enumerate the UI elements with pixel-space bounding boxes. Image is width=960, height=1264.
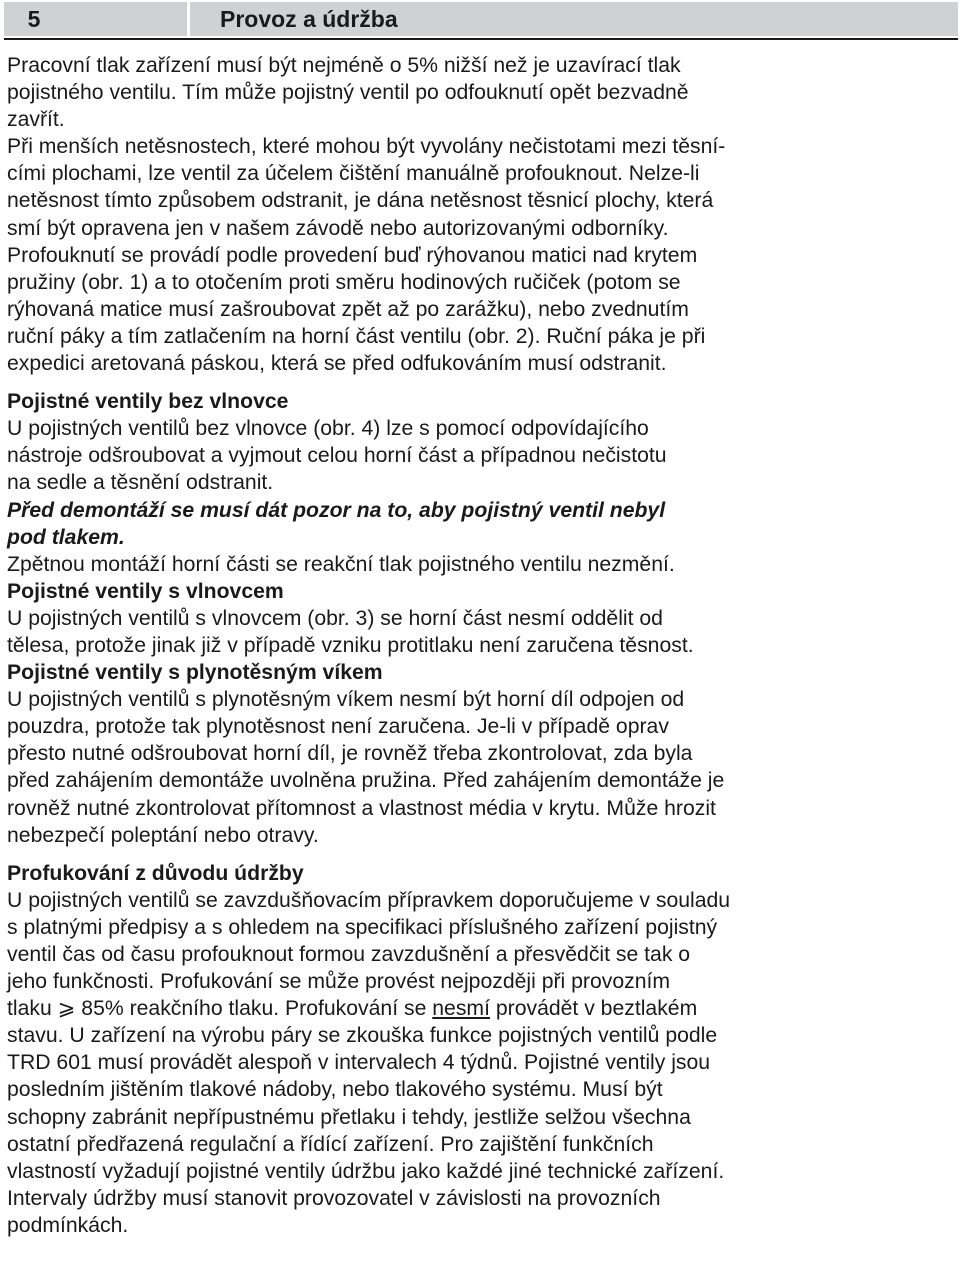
text-line: schopny zabránit nepřípustnému přetlaku i tehdy, jestliže selžou všechna [7,1105,691,1129]
text-line: netěsnost tímto způsobem odstranit, je dána netěsnost těsnicí plochy, která [7,189,714,213]
subsection-heading: Pojistné ventily s vlnovcem [7,579,284,603]
text-line: ostatní předřazená regulační a řídící zařízení. Pro zajištění funkčních [7,1132,654,1156]
text-line [7,995,955,1022]
text-fragment: tlaku ⩾ 85% reakčního tlaku. Profukování se [7,997,433,1021]
section-gap [7,377,955,388]
text-line: pružiny (obr. 1) a to otočením proti směru hodinových ručiček (potom se [7,270,681,294]
text-line: nebezpečí poleptání nebo otravy. [7,823,319,847]
section-gap [7,849,955,860]
text-line: Profouknutí se provádí podle provedení buď rýhovanou matici nad krytem [7,243,698,267]
text-line: podmínkách. [7,1213,129,1237]
text-line: cími plochami, lze ventil za účelem čištění manuálně profouknout. Nelze-li [7,162,700,186]
subsection-heading: Pojistné ventily bez vlnovce [7,390,289,414]
text-line: Intervaly údržby musí stanovit provozovatel v závislosti na provozních [7,1186,661,1210]
header-divider [187,2,190,36]
text-line: před zahájením demontáže uvolněna pružina. Před zahájením demontáže je [7,769,725,793]
section-title: Provoz a údržba [220,6,398,32]
text-line: nástroje odšroubovat a vyjmout celou horní část a případnou nečistotu [7,444,667,468]
text-line: vlastností vyžadují pojistné ventily údržbu jako každé jiné technické zařízení. [7,1159,725,1183]
subsection-heading: Pojistné ventily s plynotěsným víkem [7,661,383,685]
text-line: pouzdra, protože tak plynotěsnost není zaručena. Je-li v případě oprav [7,715,669,739]
text-line: jeho funkčnosti. Profukování se může provést nejpozději při provozním [7,970,671,994]
text-line: přesto nutné odšroubovat horní díl, je rovněž třeba zkontrolovat, zda byla [7,742,693,766]
underlined-word: nesmí [432,997,490,1021]
text-fragment: provádět v beztlakém [489,997,698,1021]
section-number: 5 [27,6,41,32]
text-line: ventil čas od času profouknout formou zavzdušnění a přesvědčit se tak o [7,943,691,966]
warning-line: pod tlakem. [7,525,125,549]
warning-line: Před demontáží se musí dát pozor na to, aby pojistný ventil nebyl [7,498,666,522]
text-line: rýhovaná matice musí zašroubovat zpět až po zarážku), nebo zvednutím [7,297,689,321]
text-line: na sedle a těsnění odstranit. [7,471,274,495]
text-line: zavřít. [7,108,65,132]
text-line: tělesa, protože jinak již v případě vzniku protitlaku není zaručena těsnost. [7,633,694,657]
text-line: U pojistných ventilů bez vlnovce (obr. 4) lze s pomocí odpovídajícího [7,417,649,441]
text-line: TRD 601 musí provádět alespoň v intervalech 4 týdnů. Pojistné ventily jsou [7,1051,711,1075]
subsection-heading: Profukování z důvodu údržby [7,861,304,885]
text-line: Zpětnou montáží horní části se reakční tlak pojistného ventilu nezmění. [7,552,675,576]
text-line: U pojistných ventilů se zavzdušňovacím přípravkem doporučujeme v souladu [7,888,731,912]
text-line: expedici aretovaná páskou, která se před odfukováním musí odstranit. [7,352,667,376]
text-line: Při menších netěsnostech, které mohou být vyvolány nečistotami mezi těsní- [7,135,726,159]
text-line: U pojistných ventilů s plynotěsným víkem nesmí být horní díl odpojen od [7,688,685,712]
text-line: ruční páky a tím zatlačením na horní část ventilu (obr. 2). Ruční páka je při [7,324,706,348]
text-line: U pojistných ventilů s vlnovcem (obr. 3) se horní část nesmí oddělit od [7,606,663,630]
text-line: stavu. U zařízení na výrobu páry se zkouška funkce pojistných ventilů podle [7,1024,718,1048]
header-rule [4,38,958,40]
document-body [7,52,955,1239]
text-line: Pracovní tlak zařízení musí být nejméně o 5% nižší než je uzavírací tlak [7,54,681,77]
section-header [4,2,958,36]
text-line: smí být opravena jen v našem závodě nebo autorizovanými odborníky. [7,216,669,240]
text-line: s platnými předpisy a s ohledem na specifikaci příslušného zařízení pojistný [7,915,718,939]
text-line: rovněž nutné zkontrolovat přítomnost a vlastnost média v krytu. Může hrozit [7,796,716,820]
text-line: pojistného ventilu. Tím může pojistný ventil po odfouknutí opět bezvadně [7,81,689,105]
text-line: posledním jištěním tlakové nádoby, nebo tlakového systému. Musí být [7,1078,663,1102]
